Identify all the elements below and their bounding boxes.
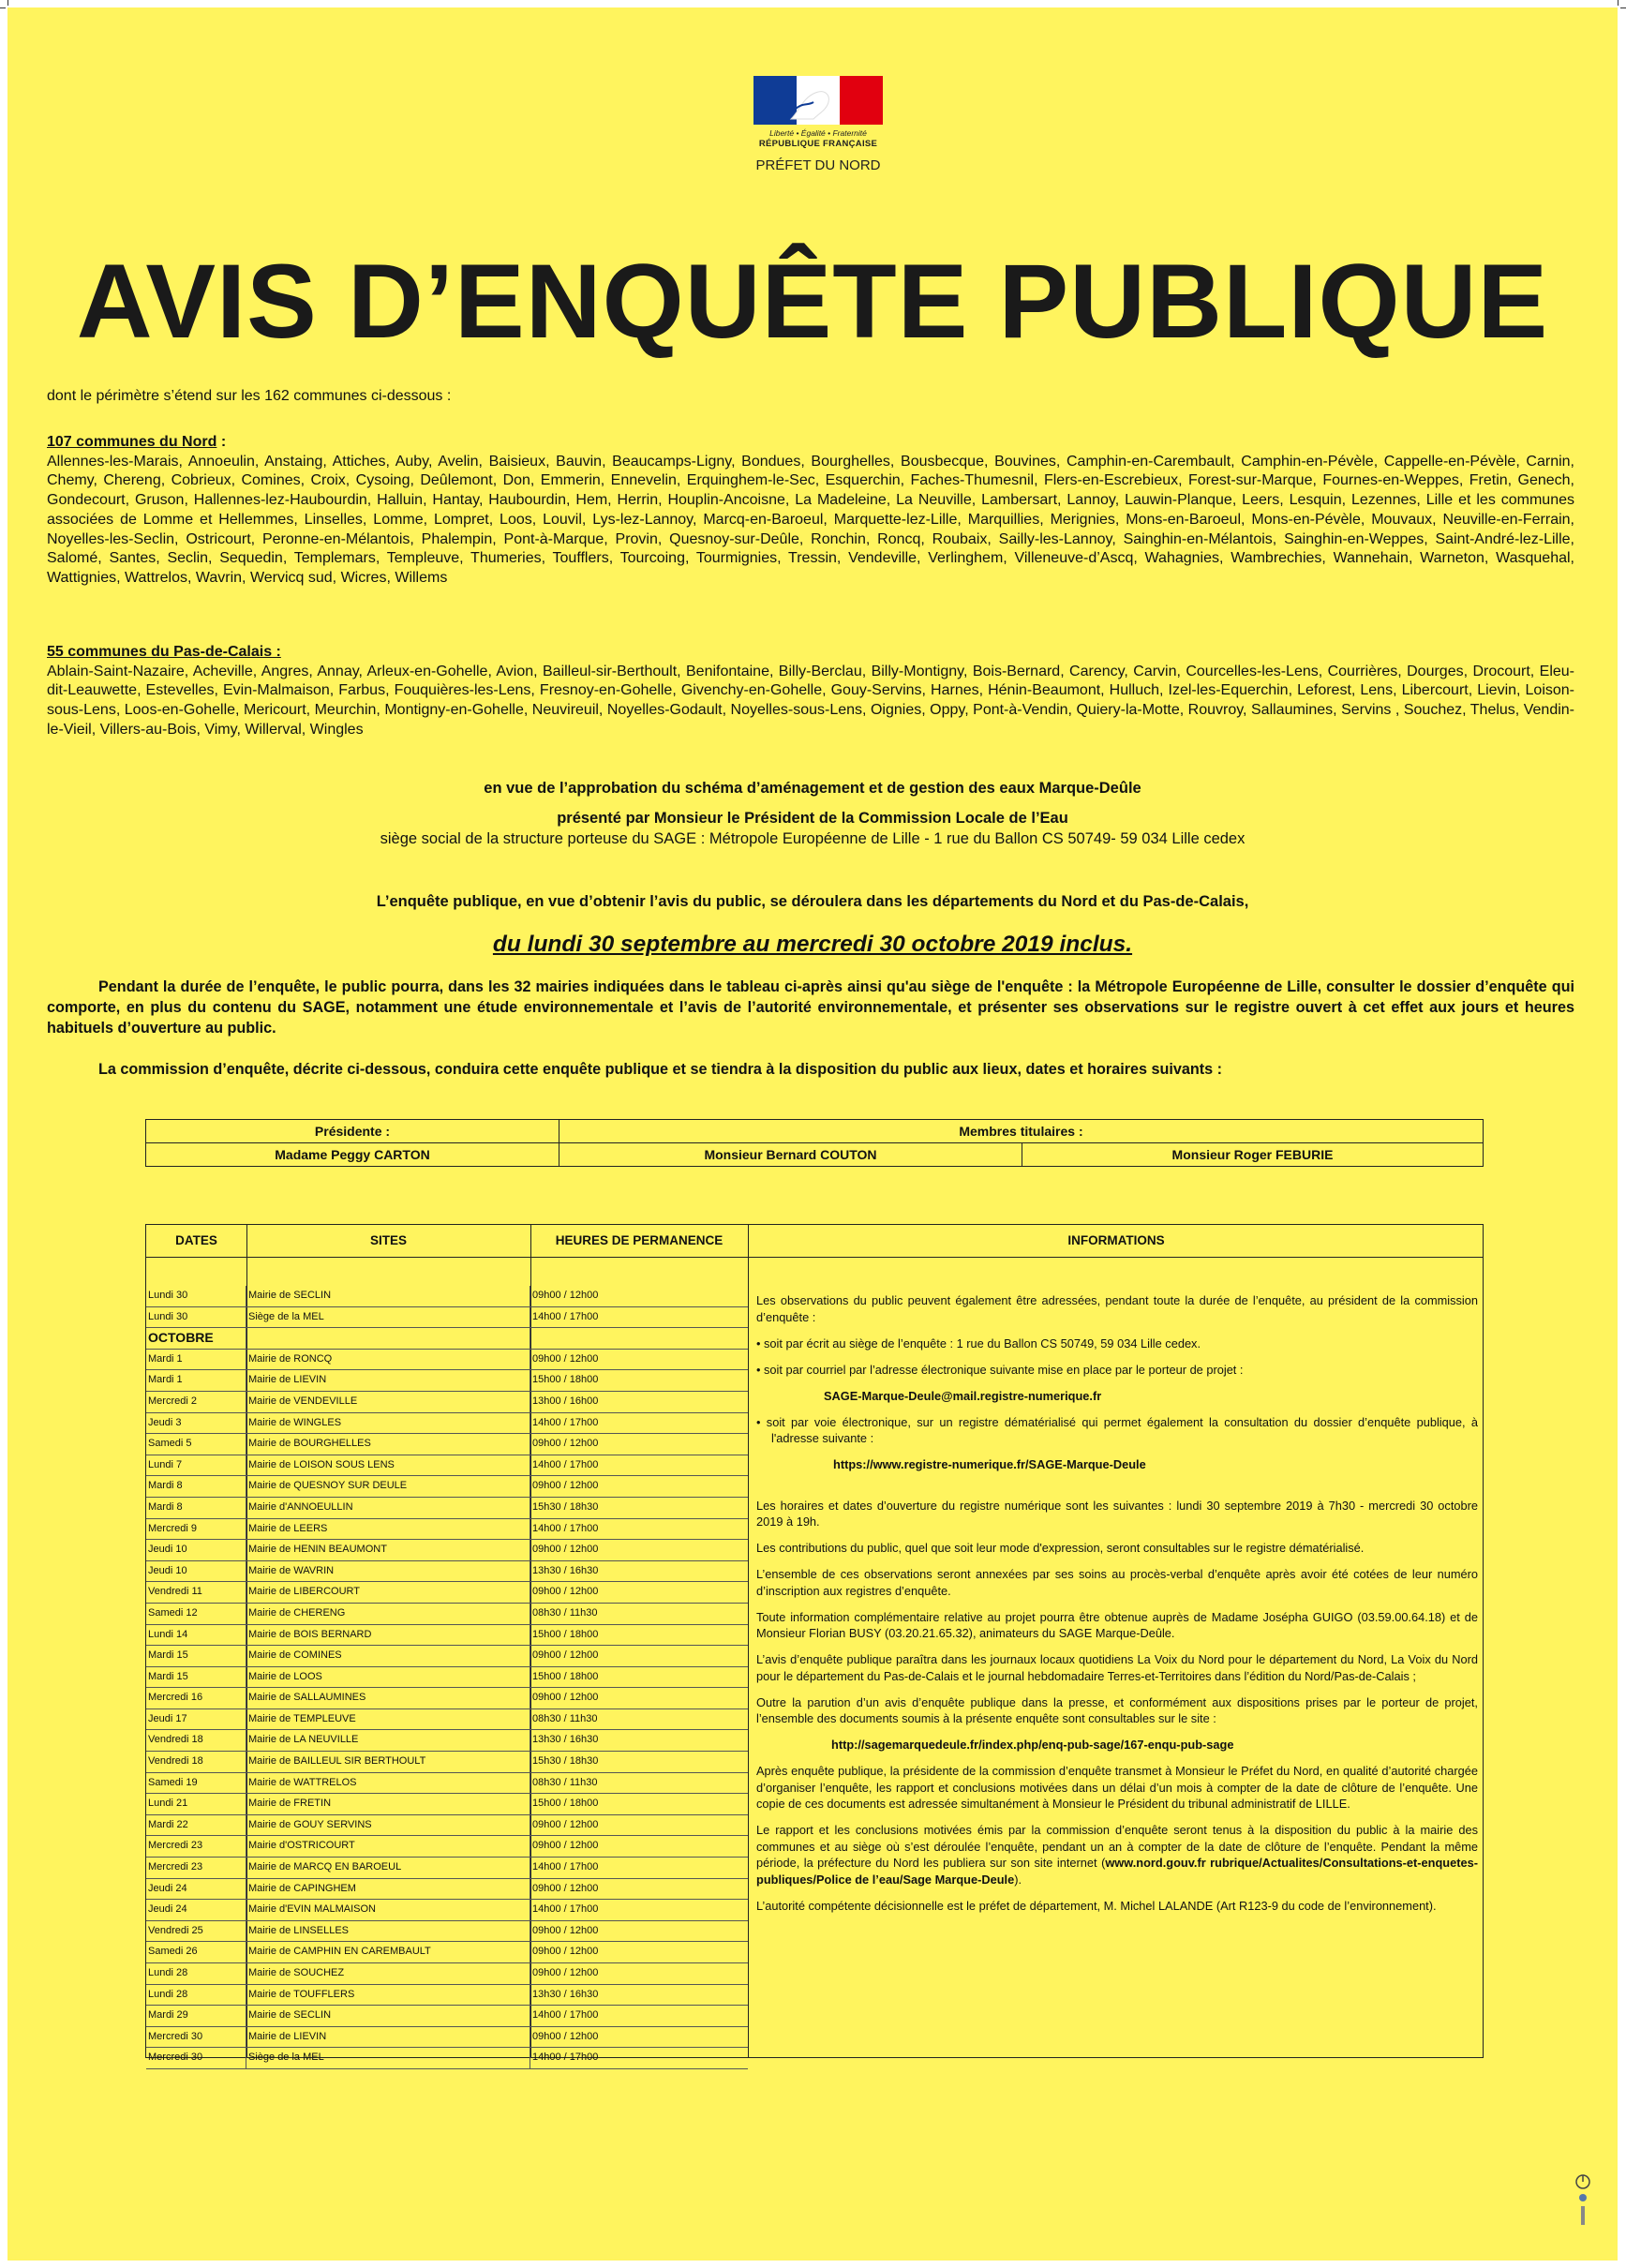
row-date: Samedi 12 (146, 1604, 246, 1624)
row-date: Mardi 29 (146, 2006, 246, 2026)
row-site: Mairie de CHERENG (246, 1604, 530, 1624)
row-hours: 14h00 / 17h00 (532, 1861, 599, 1873)
row-hours: 09h00 / 12h00 (532, 1967, 599, 1978)
row-site: Mairie de TEMPLEUVE (246, 1709, 530, 1730)
row-hours: 15h30 / 18h30 (532, 1755, 599, 1768)
row-hours: 15h00 / 18h00 (532, 1628, 599, 1640)
table-row (146, 1307, 748, 1329)
page-title: AVIS D’ENQUÊTE PUBLIQUE (76, 243, 1549, 360)
row-site: Mairie de SECLIN (246, 2006, 530, 2026)
row-hours: 09h00 / 12h00 (532, 1946, 599, 1958)
row-date: Jeudi 3 (146, 1413, 246, 1434)
nord-heading: 107 communes du Nord (47, 434, 217, 450)
table-row (146, 1921, 748, 1943)
info-prefecture-link[interactable]: www.nord.gouv.fr rubrique/Actualites/Consultations-et-enquetes-publiques/Police de l’eau/Sage Marque-Deule (756, 1856, 1478, 1887)
table-row (146, 1985, 748, 2007)
row-hours: 15h00 / 18h00 (532, 1798, 599, 1810)
info-bullet-2: • soit par courriel par l’adresse électronique suivante mise en place par le porteur de projet : (756, 1362, 1244, 1377)
row-date: Mardi 8 (146, 1476, 246, 1497)
nord-communes-list: Allennes-les-Marais, Annoeulin, Anstaing, Attiches, Auby, Avelin, Baisieux, Bauvin, Beaucamps-Ligny, Bondues, Bourghelles, Bousbecque, Bouvines, Camphin-en-Carembault, Camphin-en-Pévèle, Cappelle-en-Pévèle, Carnin, Chemy, Chereng, Cobrieux, Comines, Croix, Cysoing, Deûlemont, Don, Emmerin, Ennevelin, Erquinghem-le-Sec, Esquerchin, Faches-Thumesnil, Flers-en-Escrebieux, Forest-sur-Marque, Fournes-en-Weppes, Fretin, Genech, Gondecourt, Gruson, Hallennes-lez-Haubourdin, Halluin, Hantay, Haubourdin, Hem, Herrin, Houplin-Ancoisne, La Madeleine, La Neuville, Lambersart, Lannoy, Lauwin-Planque, Leers, Lesquin, Lezennes, Lille et les communes associées de Lomme et Hellemmes, Linselles, Lomme, Lompret, Loos, Louvil, Lys-lez-Lannoy, Marcq-en-Baroeul, Marquette-lez-Lille, Marquillies, Merignies, Mons-en-Baroeul, Mons-en-Pévèle, Mouvaux, Neuville-en-Ferrain, Noyelles-les-Seclin, Ostricourt, Peronne-en-Mélantois, Phalempin, Pont-à-Marque, Provin, Quesnoy-sur-Deûle, Ronchin, Roncq, Roubaix, Sailly-les-Lannoy, Sainghin-en-Mélantois, Sainghin-en-Weppes, Saint-André-lez-Lille, Salomé, Santes, Seclin, Sequedin, Templemars, Templeuve, Thumeries, Toufflers, Tourcoing, Tourmignies, Tressin, Vendeville, Verlinghem, Villeneuve-d’Ascq, Wahagnies, Wambrechies, Wannehain, Warneton, Wasquehal, Wattignies, Wattrelos, Wavrin, Wervicq sud, Wicres, Willems (47, 453, 1574, 586)
schedule-rows (146, 1286, 748, 2069)
row-site: Mairie de BAILLEUL SIR BERTHOULT (246, 1752, 530, 1772)
row-site: Siège de la MEL (246, 2048, 530, 2068)
header-hours: HEURES DE PERMANENCE (555, 1233, 723, 1247)
row-site: Mairie de LIEVIN (246, 1370, 530, 1391)
purpose-line-2: présenté par Monsieur le Président de la Commission Locale de l’Eau (557, 810, 1068, 827)
table-row (146, 1455, 748, 1477)
table-row (146, 1667, 748, 1689)
nord-communes (47, 433, 1574, 589)
table-row (146, 1709, 748, 1731)
members-label: Membres titulaires : (559, 1120, 1484, 1143)
table-row (146, 1879, 748, 1901)
row-hours: 14h00 / 17h00 (532, 2052, 599, 2064)
info-registry-url[interactable]: https://www.registre-numerique.fr/SAGE-Marque-Deule (833, 1457, 1146, 1471)
president-name: Madame Peggy CARTON (146, 1143, 559, 1167)
info-p5: Toute information complémentaire relative au projet pourra être obtenue auprès de Madame Joséphа GUIGO (03.59.00.64.18) et de Monsieur Florian BUSY (03.20.21.65.32), animateurs du SAGE Marque-Deûle. (756, 1609, 1478, 1640)
table-row (146, 1434, 748, 1455)
info-p9-text: Le rapport et les conclusions motivées émis par la commission d’enquête seront tenus à la disposition du public à la mairie des communes et au siège où s’est déroulée l’enquête, pendant un an à compter de la date de clôture de l’enquête. Pendant la même période, la préfecture du Nord les publiera sur son site internet ( (756, 1823, 1478, 1870)
info-p4: L’ensemble de ces observations seront annexées par ses soins au procès-verbal d’enquête après avoir été cotées de leur numéro d’inscription aux registres d’enquête. (756, 1567, 1478, 1598)
row-site: Mairie de HENIN BEAUMONT (246, 1540, 530, 1560)
republic-name: RÉPUBLIQUE FRANÇAISE (758, 139, 878, 149)
row-hours: 13h30 / 16h30 (532, 1564, 599, 1576)
row-hours: 09h00 / 12h00 (532, 1586, 599, 1598)
month-row (146, 1328, 748, 1350)
row-date: Lundi 30 (146, 1307, 246, 1328)
row-hours: 14h00 / 17h00 (532, 1310, 599, 1322)
info-p10: L’autorité compétente décisionnelle est le préfet de département, M. Michel LALANDE (Art R123-9 du code de l’environnement). (756, 1898, 1437, 1913)
table-row (146, 1498, 748, 1519)
row-date: Lundi 14 (146, 1625, 246, 1646)
row-hours: 08h30 / 11h30 (532, 1606, 598, 1619)
table-row (146, 1942, 748, 1963)
row-site: Mairie de SOUCHEZ (246, 1963, 530, 1984)
row-date: Vendredi 18 (146, 1730, 246, 1751)
consultation-paragraph: Pendant la durée de l’enquête, le public pourra, dans les 32 mairies indiquées dans le tableau ci-après ainsi qu'au siège de l'enquête : la Métropole Européenne de Lille, consulter le dossier d’enquête qui comporte, en plus du contenu du SAGE, notamment une étude environnementale et l’avis de l’autorité environnementale, et présenter ses observations sur le registre ouvert à cet effet aux jours et heures habituels d’ouverture au public. (47, 978, 1574, 1037)
table-row (146, 2048, 748, 2069)
row-site: Mairie de COMINES (246, 1646, 530, 1666)
table-row (146, 1582, 748, 1604)
table-row (146, 1476, 748, 1498)
row-date: Mercredi 16 (146, 1688, 246, 1708)
row-hours: 08h30 / 11h30 (532, 1776, 598, 1788)
row-date: Samedi 5 (146, 1434, 246, 1455)
crop-mark (1620, 7, 1626, 8)
row-site: Mairie de RONCQ (246, 1350, 530, 1370)
row-date: Lundi 30 (146, 1286, 246, 1306)
row-site: Mairie de SECLIN (246, 1286, 530, 1306)
row-hours: 13h00 / 16h00 (532, 1395, 599, 1407)
perimeter-intro: dont le périmètre s’étend sur les 162 communes ci-dessous : (47, 388, 452, 404)
row-date: Mardi 22 (146, 1815, 246, 1836)
row-date: Mercredi 23 (146, 1836, 246, 1857)
table-row (146, 1858, 748, 1879)
info-p9-end: ). (1014, 1872, 1022, 1887)
row-site: Mairie de VENDEVILLE (246, 1392, 530, 1412)
table-row (146, 1646, 748, 1667)
row-site (246, 1328, 530, 1349)
row-date: Jeudi 24 (146, 1879, 246, 1900)
row-hours: 09h00 / 12h00 (532, 1692, 599, 1704)
row-site: Mairie de SALLAUMINES (246, 1688, 530, 1708)
row-site: Mairie de LIEVIN (246, 2027, 530, 2048)
row-site: Mairie de GOUY SERVINS (246, 1815, 530, 1836)
row-hours: 14h00 / 17h00 (532, 1458, 599, 1470)
table-row (146, 1836, 748, 1858)
header-dates: DATES (175, 1233, 217, 1247)
row-hours: 09h00 / 12h00 (532, 1352, 599, 1365)
pdc-heading: 55 communes du Pas-de-Calais : (47, 644, 281, 660)
row-hours: 09h00 / 12h00 (532, 1438, 599, 1450)
president-label: Présidente : (146, 1120, 559, 1143)
commission-table (145, 1119, 1484, 1167)
row-site: Mairie de LOISON SOUS LENS (246, 1455, 530, 1476)
inquiry-dates: du lundi 30 septembre au mercredi 30 octobre 2019 inclus. (492, 932, 1133, 957)
info-email[interactable]: SAGE-Marque-Deule@mail.registre-numerique.fr (824, 1388, 1102, 1403)
row-hours: 14h00 / 17h00 (532, 1903, 599, 1916)
header-sites: SITES (369, 1233, 407, 1247)
row-site: Mairie de BOURGHELLES (246, 1434, 530, 1455)
table-row (146, 1752, 748, 1773)
row-site: Mairie de TOUFFLERS (246, 1985, 530, 2006)
row-date: Lundi 7 (146, 1455, 246, 1476)
info-p3: Les contributions du public, quel que soit leur mode d'expression, seront consultables sur le registre dématérialisé. (756, 1541, 1365, 1555)
row-site: Mairie de CAPINGHEM (246, 1879, 530, 1900)
row-site: Mairie de CAMPHIN EN CAREMBAULT (246, 1942, 530, 1962)
poster-sheet (7, 7, 1618, 2261)
table-row (146, 1730, 748, 1752)
row-site: Mairie de WATTRELOS (246, 1773, 530, 1794)
row-hours: 14h00 / 17h00 (532, 2009, 599, 2022)
table-row (146, 1773, 748, 1795)
table-row (146, 1688, 748, 1709)
row-hours (530, 1328, 748, 1349)
row-site: Mairie d'OSTRICOURT (246, 1836, 530, 1857)
table-row (146, 1561, 748, 1583)
table-row (146, 1350, 748, 1371)
issuing-authority: PRÉFET DU NORD (755, 157, 881, 173)
row-hours: 09h00 / 12h00 (532, 1480, 599, 1492)
republic-motto: Liberté • Égalité • Fraternité (769, 128, 867, 138)
row-date: Jeudi 10 (146, 1540, 246, 1560)
row-date: Mercredi 2 (146, 1392, 246, 1412)
row-hours: 15h00 / 18h00 (532, 1670, 599, 1682)
table-row (146, 1963, 748, 1985)
row-date: Mardi 15 (146, 1646, 246, 1666)
table-row (146, 1815, 748, 1837)
table-row (146, 2006, 748, 2027)
info-p2: Les horaires et dates d’ouverture du registre numérique sont les suivantes : lundi 30 septembre 2019 à 7h30 - mercredi 30 octobre 2019 à 19h. (756, 1498, 1478, 1529)
row-hours: 09h00 / 12h00 (532, 1924, 599, 1936)
row-hours: 09h00 / 12h00 (532, 1840, 599, 1852)
row-site: Mairie de LINSELLES (246, 1921, 530, 1942)
row-hours: 13h30 / 16h30 (532, 1734, 599, 1746)
table-row (146, 2027, 748, 2049)
row-hours: 09h00 / 12h00 (532, 1544, 599, 1556)
pdc-communes-list: Ablain-Saint-Nazaire, Acheville, Angres, Annay, Arleux-en-Gohelle, Avion, Bailleul-sir-Berthoult, Benifontaine, Billy-Berclau, Billy-Montigny, Bois-Bernard, Carency, Carvin, Courcelles-les-Lens, Courrières, Dourges, Drocourt, Eleu-dit-Leauwette, Estevelles, Evin-Malmaison, Farbus, Fouquières-les-Lens, Fresnoy-en-Gohelle, Givenchy-en-Gohelle, Gouy-Servins, Harnes, Hénin-Beaumont, Hulluch, Izel-les-Equerchin, Leforest, Lens, Libercourt, Lievin, Loison-sous-Lens, Loos-en-Gohelle, Mericourt, Meurchin, Montigny-en-Gohelle, Neuvireuil, Noyelles-Godault, Noyelles-sous-Lens, Oignies, Oppy, Pont-à-Vendin, Quiery-la-Motte, Rouvroy, Sallaumines, Servins , Souchez, Thelus, Vendin-le-Vieil, Villers-au-Bois, Vimy, Willerval, Wingles (47, 663, 1574, 738)
row-date: Mardi 8 (146, 1498, 246, 1518)
schedule-table (145, 1224, 1484, 2064)
row-date: Mardi 15 (146, 1667, 246, 1688)
row-site: Siège de la MEL (246, 1307, 530, 1328)
row-date: OCTOBRE (146, 1328, 246, 1349)
tricolor-flag-icon (753, 76, 883, 125)
info-p6: L’avis d’enquête publique paraîtra dans les journaux locaux quotidiens La Voix du Nord pour le département du Nord, La Voix du Nord pour le département du Pas-de-Calais et le journal hebdomadaire Terres-et-Territoires dans l’édition du Nord/Pas-de-Calais ; (756, 1652, 1478, 1683)
row-date: Mardi 1 (146, 1350, 246, 1370)
table-row (146, 1625, 748, 1647)
member-2-name: Monsieur Roger FEBURIE (1022, 1143, 1484, 1167)
table-row (146, 1392, 748, 1413)
row-hours: 14h00 / 17h00 (532, 1522, 599, 1534)
table-row (146, 1519, 748, 1541)
row-date: Samedi 19 (146, 1773, 246, 1794)
row-site: Mairie de LOOS (246, 1667, 530, 1688)
row-date: Vendredi 18 (146, 1752, 246, 1772)
nord-heading-colon: : (216, 434, 227, 450)
row-date: Jeudi 24 (146, 1900, 246, 1920)
info-sage-url[interactable]: http://sagemarquedeule.fr/index.php/enq-pub-sage/167-enqu-pub-sage (831, 1738, 1234, 1752)
row-site: Mairie d'EVIN MALMAISON (246, 1900, 530, 1920)
purpose-line-1: en vue de l’approbation du schéma d’aménagement et de gestion des eaux Marque-Deûle (484, 780, 1141, 797)
row-date: Lundi 28 (146, 1963, 246, 1984)
row-site: Mairie de WINGLES (246, 1413, 530, 1434)
row-hours: 08h30 / 11h30 (532, 1712, 598, 1724)
row-site: Mairie de FRETIN (246, 1794, 530, 1814)
row-date: Mercredi 23 (146, 1858, 246, 1878)
table-row (146, 1540, 748, 1561)
row-date: Mercredi 9 (146, 1519, 246, 1540)
row-hours: 09h00 / 12h00 (532, 1649, 599, 1662)
info-bullet-3: • soit par voie électronique, sur un registre dématérialisé qui permet également la consultation du dossier d’enquête publique, à l'adresse suivante : (756, 1414, 1478, 1445)
row-date: Lundi 28 (146, 1985, 246, 2006)
info-p9 (756, 1822, 1478, 1888)
row-date: Mercredi 30 (146, 2027, 246, 2048)
table-row (146, 1794, 748, 1815)
row-date: Mardi 1 (146, 1370, 246, 1391)
printer-seal-icon (1571, 2172, 1595, 2229)
row-date: Vendredi 25 (146, 1921, 246, 1942)
row-date: Samedi 26 (146, 1942, 246, 1962)
purpose-line-3: siège social de la structure porteuse du SAGE : Métropole Européenne de Lille - 1 rue du Ballon CS 50749- 59 034 Lille cedex (380, 830, 1246, 847)
row-site: Mairie de BOIS BERNARD (246, 1625, 530, 1646)
commission-paragraph: La commission d’enquête, décrite ci-dessous, conduira cette enquête publique et se tiendra à la disposition du public aux lieux, dates et horaires suivants : (98, 1061, 1223, 1078)
info-p1: Les observations du public peuvent également être adressées, pendant toute la durée de l’enquête, au président de la commission d’enquête : (756, 1293, 1478, 1324)
row-hours: 15h30 / 18h30 (532, 1500, 599, 1513)
row-hours: 09h00 / 12h00 (532, 1818, 599, 1830)
info-p7: Outre la parution d’un avis d’enquête publique dans la presse, et conformément aux dispositions prises par le porteur de projet, l’ensemble des documents soumis à la présente enquête sont consultables sur le site : (756, 1694, 1478, 1725)
row-hours: 09h00 / 12h00 (532, 2030, 599, 2042)
row-site: Mairie de MARCQ EN BAROEUL (246, 1858, 530, 1878)
table-row (146, 1604, 748, 1625)
row-hours: 13h30 / 16h30 (532, 1988, 599, 2000)
member-1-name: Monsieur Bernard COUTON (559, 1143, 1022, 1167)
pdc-communes (47, 643, 1574, 740)
table-row (146, 1370, 748, 1392)
row-site: Mairie de LA NEUVILLE (246, 1730, 530, 1751)
table-row (146, 1413, 748, 1435)
announce-line: L’enquête publique, en vue d’obtenir l’avis du public, se déroulera dans les départements du Nord et du Pas-de-Calais, (376, 893, 1249, 910)
header-info: INFORMATIONS (1067, 1233, 1165, 1247)
row-site: Mairie de WAVRIN (246, 1561, 530, 1582)
row-site: Mairie de LEERS (246, 1519, 530, 1540)
row-date: Vendredi 11 (146, 1582, 246, 1603)
row-site: Mairie de LIBERCOURT (246, 1582, 530, 1603)
row-hours: 14h00 / 17h00 (532, 1416, 599, 1428)
row-date: Jeudi 10 (146, 1561, 246, 1582)
crop-mark (7, 0, 8, 6)
table-row (146, 1286, 748, 1307)
row-hours: 09h00 / 12h00 (532, 1882, 599, 1894)
row-site: Mairie de QUESNOY SUR DEULE (246, 1476, 530, 1497)
row-hours: 15h00 / 18h00 (532, 1374, 599, 1386)
row-date: Jeudi 17 (146, 1709, 246, 1730)
table-row (146, 1900, 748, 1921)
row-date: Lundi 21 (146, 1794, 246, 1814)
information-panel (756, 1292, 1478, 1924)
row-hours: 09h00 / 12h00 (532, 1290, 599, 1301)
marianne-logo (748, 76, 888, 173)
info-bullet-1: • soit par écrit au siège de l’enquête : 1 rue du Ballon CS 50749, 59 034 Lille cedex. (756, 1335, 1201, 1350)
info-p8: Après enquête publique, la présidente de la commission d’enquête transmet à Monsieur le Préfet du Nord, en qualité d’autorité chargée d’organiser l’enquête, les rapport et conclusions motivées dans un délai d’un mois à compter de la date de clôture de l’enquête. Une copie de ces documents est adressée simultanément à Monsieur le Président du tribunal administratif de LILLE. (756, 1764, 1478, 1811)
row-date: Mercredi 30 (146, 2048, 246, 2068)
row-site: Mairie d'ANNOEULLIN (246, 1498, 530, 1518)
crop-mark (1618, 0, 1619, 6)
crop-mark (0, 7, 6, 8)
